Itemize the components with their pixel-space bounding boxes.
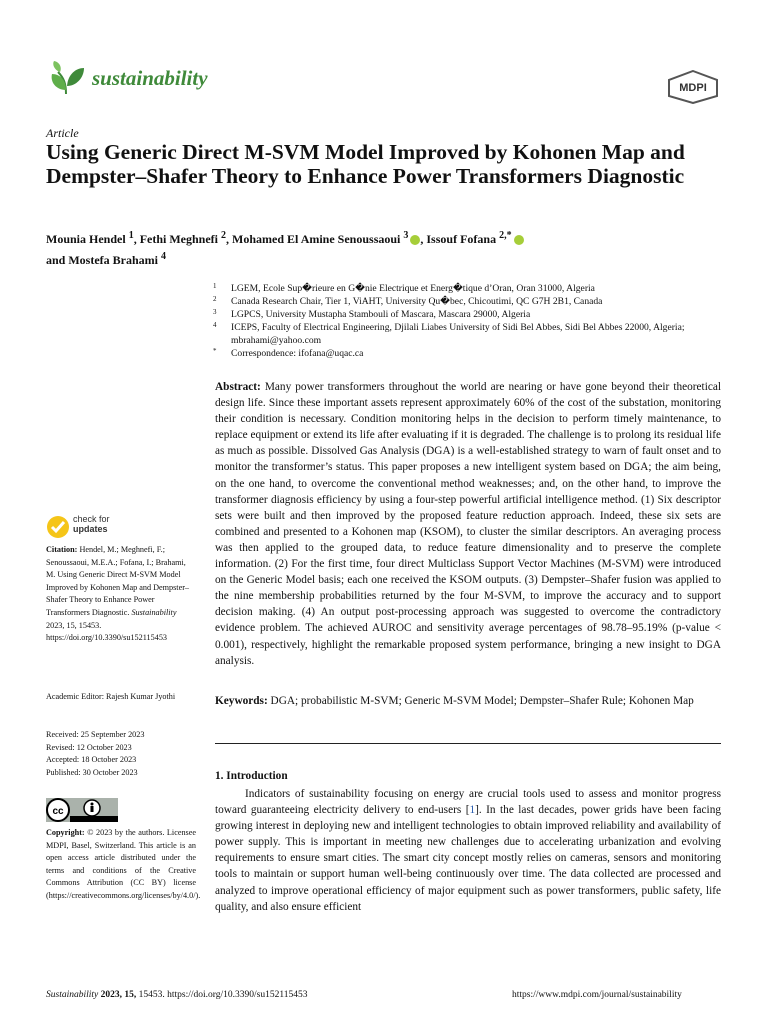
- author-sup: 2: [221, 230, 227, 241]
- abstract-text: Many power transformers throughout the world are nearing or have gone beyond their theoretical design life. Since these important assets represent approximately 60% of the cost of the substation, monitoring their condition is necessary. Condition monitoring helps in the decision to perform timely maintenance, to replace equipment or extend its life after evaluating if it is degraded. The challenge is to prolong its residual life as much as possible. Dissolved Gas Analysis (DGA) is a well-established strategy to warn of fault onset and to monitor the transformer’s status. This paper proposes a new intelligent system based on DGA; the aim being, on the one hand, to overcome the conventional method weaknesses; and, on the other hand, to improve the transformer diagnosis efficiency by using a four-step powerful artificial intelligence method. (1) Six descriptor sets were built and then improved by the proposed feature reduction approach. Indeed, these six sets are combined and presented to a Kohonen map (KSOM), to cluster the similar descriptors. An averaging process was then applied to the grouped data, to reduce feature dimensionality and to preserve the complete information. (2) For the first time, four direct Multiclass Support Vector Machines (M-SVM) were introduced on the Generic Model basis; each one received the KSOM outputs. (3) Dempster–Shafer fusion was applied to the nine membership probabilities returned by the four M-SVM, to improve the accuracy and to support decision making. (4) An output post-processing approach was suggested to overcome the contradictory evidence problem. The achieved AUROC and sensitivity average percentages of 98.78–95.19% (p-value < 0.001), respectively, highlight the remarkable proposed system performance, bringing a new insight to DGA analysis.: [215, 381, 721, 667]
- footer-citation: Sustainability 2023, 15, 15453. https://doi.org/10.3390/su152115453: [46, 990, 308, 1000]
- cc-by-license-icon[interactable]: [46, 798, 118, 822]
- date-published: Published: 30 October 2023: [46, 767, 138, 777]
- affiliations: [213, 282, 728, 360]
- citation-journal: Sustainability: [131, 607, 177, 617]
- orcid-icon[interactable]: [410, 235, 420, 245]
- journal-logo-icon: [46, 60, 86, 96]
- paper-title: Using Generic Direct M-SVM Model Improved by Kohonen Map and Dempster–Shafer Theory to Enhance Power Transformers Diagnostic: [46, 140, 685, 188]
- author-sup: 4: [161, 251, 167, 262]
- author-sup: 2,*: [499, 230, 512, 241]
- copyright-block: [46, 827, 201, 903]
- date-received: Received: 25 September 2023: [46, 730, 145, 739]
- author-name[interactable]: Mohamed El Amine Senoussaoui: [232, 232, 401, 246]
- reference-link[interactable]: 1: [469, 804, 476, 817]
- abstract: [215, 379, 721, 669]
- author-name[interactable]: Fethi Meghnefi: [139, 232, 219, 246]
- affiliation-item: 3 LGPCS, University Mustapha Stambouli of Mascara, Mascara 29000, Algeria: [213, 308, 531, 320]
- author-sup: 3: [403, 230, 409, 241]
- svg-text:cc: cc: [52, 806, 64, 817]
- academic-editor: Academic Editor: Rajesh Kumar Jyothi: [46, 692, 176, 701]
- author-name[interactable]: Mounia Hendel: [46, 232, 126, 246]
- author-name[interactable]: Issouf Fofana: [426, 232, 497, 246]
- check-updates-line1: check for: [73, 514, 110, 524]
- footer-journal-url[interactable]: https://www.mdpi.com/journal/sustainability: [512, 990, 682, 1000]
- keywords-text: DGA; probabilistic M-SVM; Generic M-SVM Model; Dempster–Shafer Rule; Kohonen Map: [270, 695, 694, 707]
- author-sup: 1: [128, 230, 134, 241]
- affiliation-item: 2 Canada Research Chair, Tier 1, ViAHT, University Qu�bec, Chicoutimi, QC G7H 2B1, Canada: [213, 295, 603, 307]
- affiliation-item: 1 LGEM, Ecole Sup�rieure en G�nie Electrique et Energ�tique d’Oran, Oran 31000, Algeria: [213, 282, 595, 294]
- article-type: Article: [46, 126, 79, 140]
- introduction-text: Indicators of sustainability focusing on energy are crucial tools used to assess and monitor progress toward guaranteeing electricity delivery to end-users [1]. In the last decades, power grids have been facing growing interest in deploying new and intelligent technologies to obtain improved reliability and availability of power supply. This is important in meeting new challenges due to accelerating urbanization and evolving requirements to ensure smart cities. The smart city concept mostly relies on cameras, sensors and monitoring tools to maintain or support human well-being continuously over time. The data collected are processed and analyzed to improve operational efficiency of major equipment such as power transformers, public safety, life quality, and also ensure efficient: [215, 788, 721, 913]
- keywords-label: Keywords:: [215, 695, 268, 707]
- affiliation-item: 4 ICEPS, Faculty of Electrical Engineering, Djilali Liabes University of Sidi Bel Abbes, Sidi Bel Abbes 22000, Algeria; mbrahami@yahoo.com: [213, 321, 685, 346]
- journal-name[interactable]: sustainability: [92, 66, 208, 90]
- footer-doi-link[interactable]: 15453. https://doi.org/10.3390/su152115453: [138, 990, 308, 1000]
- citation-text: Hendel, M.; Meghnefi, F.; Senoussaoui, M.E.A.; Fofana, I.; Brahami, M. Using Generic Direct M-SVM Model Improved by Kohonen Map and Dempster–Shafer Theory to Enhance Power Transformers Diagnostic.: [46, 545, 190, 617]
- citation-label: Citation:: [46, 545, 78, 554]
- abstract-label: Abstract:: [215, 381, 261, 393]
- copyright-text: © 2023 by the authors. Licensee MDPI, Basel, Switzerland. This article is an open access article distributed under the terms and conditions of the Creative Commons Attribution (CC BY) license (https://creativecommons.org/licenses/by/4.0/).: [46, 828, 201, 900]
- date-revised: Revised: 12 October 2023: [46, 742, 132, 752]
- citation-doi[interactable]: 15453. https://doi.org/10.3390/su152115453: [46, 620, 168, 643]
- author-list: Mounia Hendel $^1$, Fethi Meghnefi $^2$, Mohamed El Amine Senoussaoui $^3$ , Issouf Fofana $^{2,*}$ and Mostefa Brahami $^4$: [46, 227, 726, 269]
- date-accepted: Accepted: 18 October 2023: [46, 755, 137, 765]
- orcid-icon[interactable]: [514, 235, 524, 245]
- publisher-name: MDPI: [679, 82, 707, 94]
- check-for-updates-button[interactable]: [46, 514, 196, 540]
- section-divider: [215, 743, 721, 744]
- mdpi-logo[interactable]: [667, 70, 719, 104]
- author-name[interactable]: Mostefa Brahami: [68, 253, 159, 267]
- check-updates-icon: [46, 515, 70, 539]
- publication-dates: [46, 729, 196, 779]
- citation-block: [46, 544, 196, 645]
- citation-year-vol: 2023, 15,: [46, 620, 77, 630]
- check-updates-line2: updates: [73, 524, 108, 534]
- copyright-label: Copyright:: [46, 828, 85, 837]
- keywords: [215, 693, 721, 709]
- correspondence[interactable]: * Correspondence: ifofana@uqac.ca: [213, 347, 364, 359]
- section-heading: 1. Introduction: [215, 770, 288, 782]
